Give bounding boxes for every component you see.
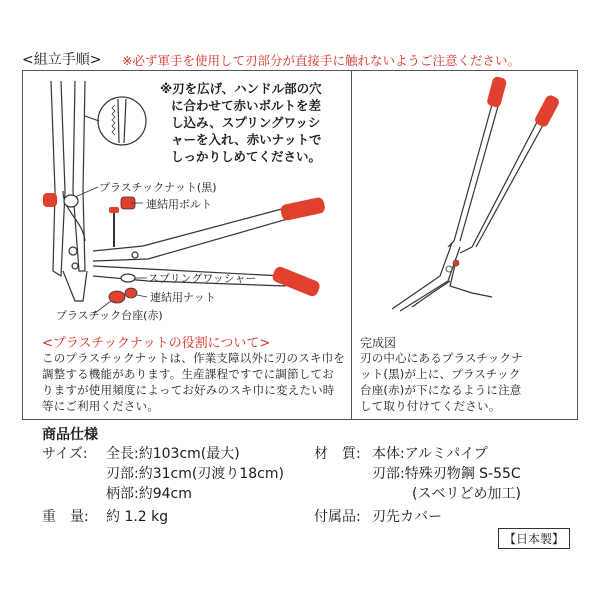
assembly-title: <組立手順> (22, 52, 102, 68)
completed-illustration (352, 71, 577, 331)
label-bolt: 連結用ボルト (146, 198, 212, 211)
role-text: このプラスチックナットは、作業支障以外に刃のスキ巾を 調整する機能があります。生産課程ですでに調節してお りますが使用頻度によってお好みのスキ巾に変えたい時 等にご利用ください。 (42, 351, 346, 413)
accessory-label: 付属品: (314, 509, 361, 525)
label-nut: 連結用ナット (150, 291, 216, 304)
role-title: <プラスチックナットの役割について> (42, 336, 271, 351)
specs-title: 商品仕様 (42, 427, 98, 443)
size-blade: 刃部:約31cm(刃渡り18cm) (106, 466, 284, 482)
weight-value: 約 1.2 kg (106, 509, 169, 525)
spring-washer-icon (121, 274, 135, 282)
material-blade: 刃部:特殊刃物鋼 S-55C (372, 466, 521, 482)
material-coating: (スベリどめ加工) (412, 486, 521, 502)
grip-left (486, 76, 507, 109)
grip-right (533, 94, 560, 129)
complete-title: 完成図 (360, 336, 397, 350)
detail-zoom-icon (98, 97, 146, 145)
weight-label: 重 量: (42, 509, 89, 525)
label-spring-washer: スプリングワッシャー (148, 272, 257, 285)
complete-text: 刃の中心にあるプラスチックナ ット(黒)が上に、プラスチック 台座(赤)が下になるように注意 して取り付けてください。 (360, 351, 523, 413)
label-plastic-nut: プラスチックナット(黒) (99, 181, 217, 194)
material-label: 材 質: (314, 446, 361, 462)
nut-icon (109, 291, 125, 303)
material-body: 本体:アルミパイプ (372, 446, 488, 462)
size-handle: 柄部:約94cm (106, 486, 192, 502)
accessory-value: 刃先カバー (372, 509, 442, 525)
red-plastic-part-left (43, 193, 57, 207)
label-plastic-base: プラスチック台座(赤) (56, 309, 163, 322)
grip-lower (271, 265, 321, 298)
grip-upper (280, 197, 326, 222)
instruction-note: ※刃を広げ、ハンドル部の穴 に合わせて赤いボルトを差 し込み、スプリングワッシ ャーを入れ、赤いナットで しっかりしめてください。 (160, 81, 322, 164)
size-total: 全長:約103cm(最大) (106, 446, 240, 462)
glove-warning: ※必ず軍手を使用して刃部分が直接手に触れないようご注意ください。 (122, 53, 520, 68)
size-label: サイズ: (42, 446, 88, 462)
origin-badge: 【日本製】 (498, 528, 570, 549)
